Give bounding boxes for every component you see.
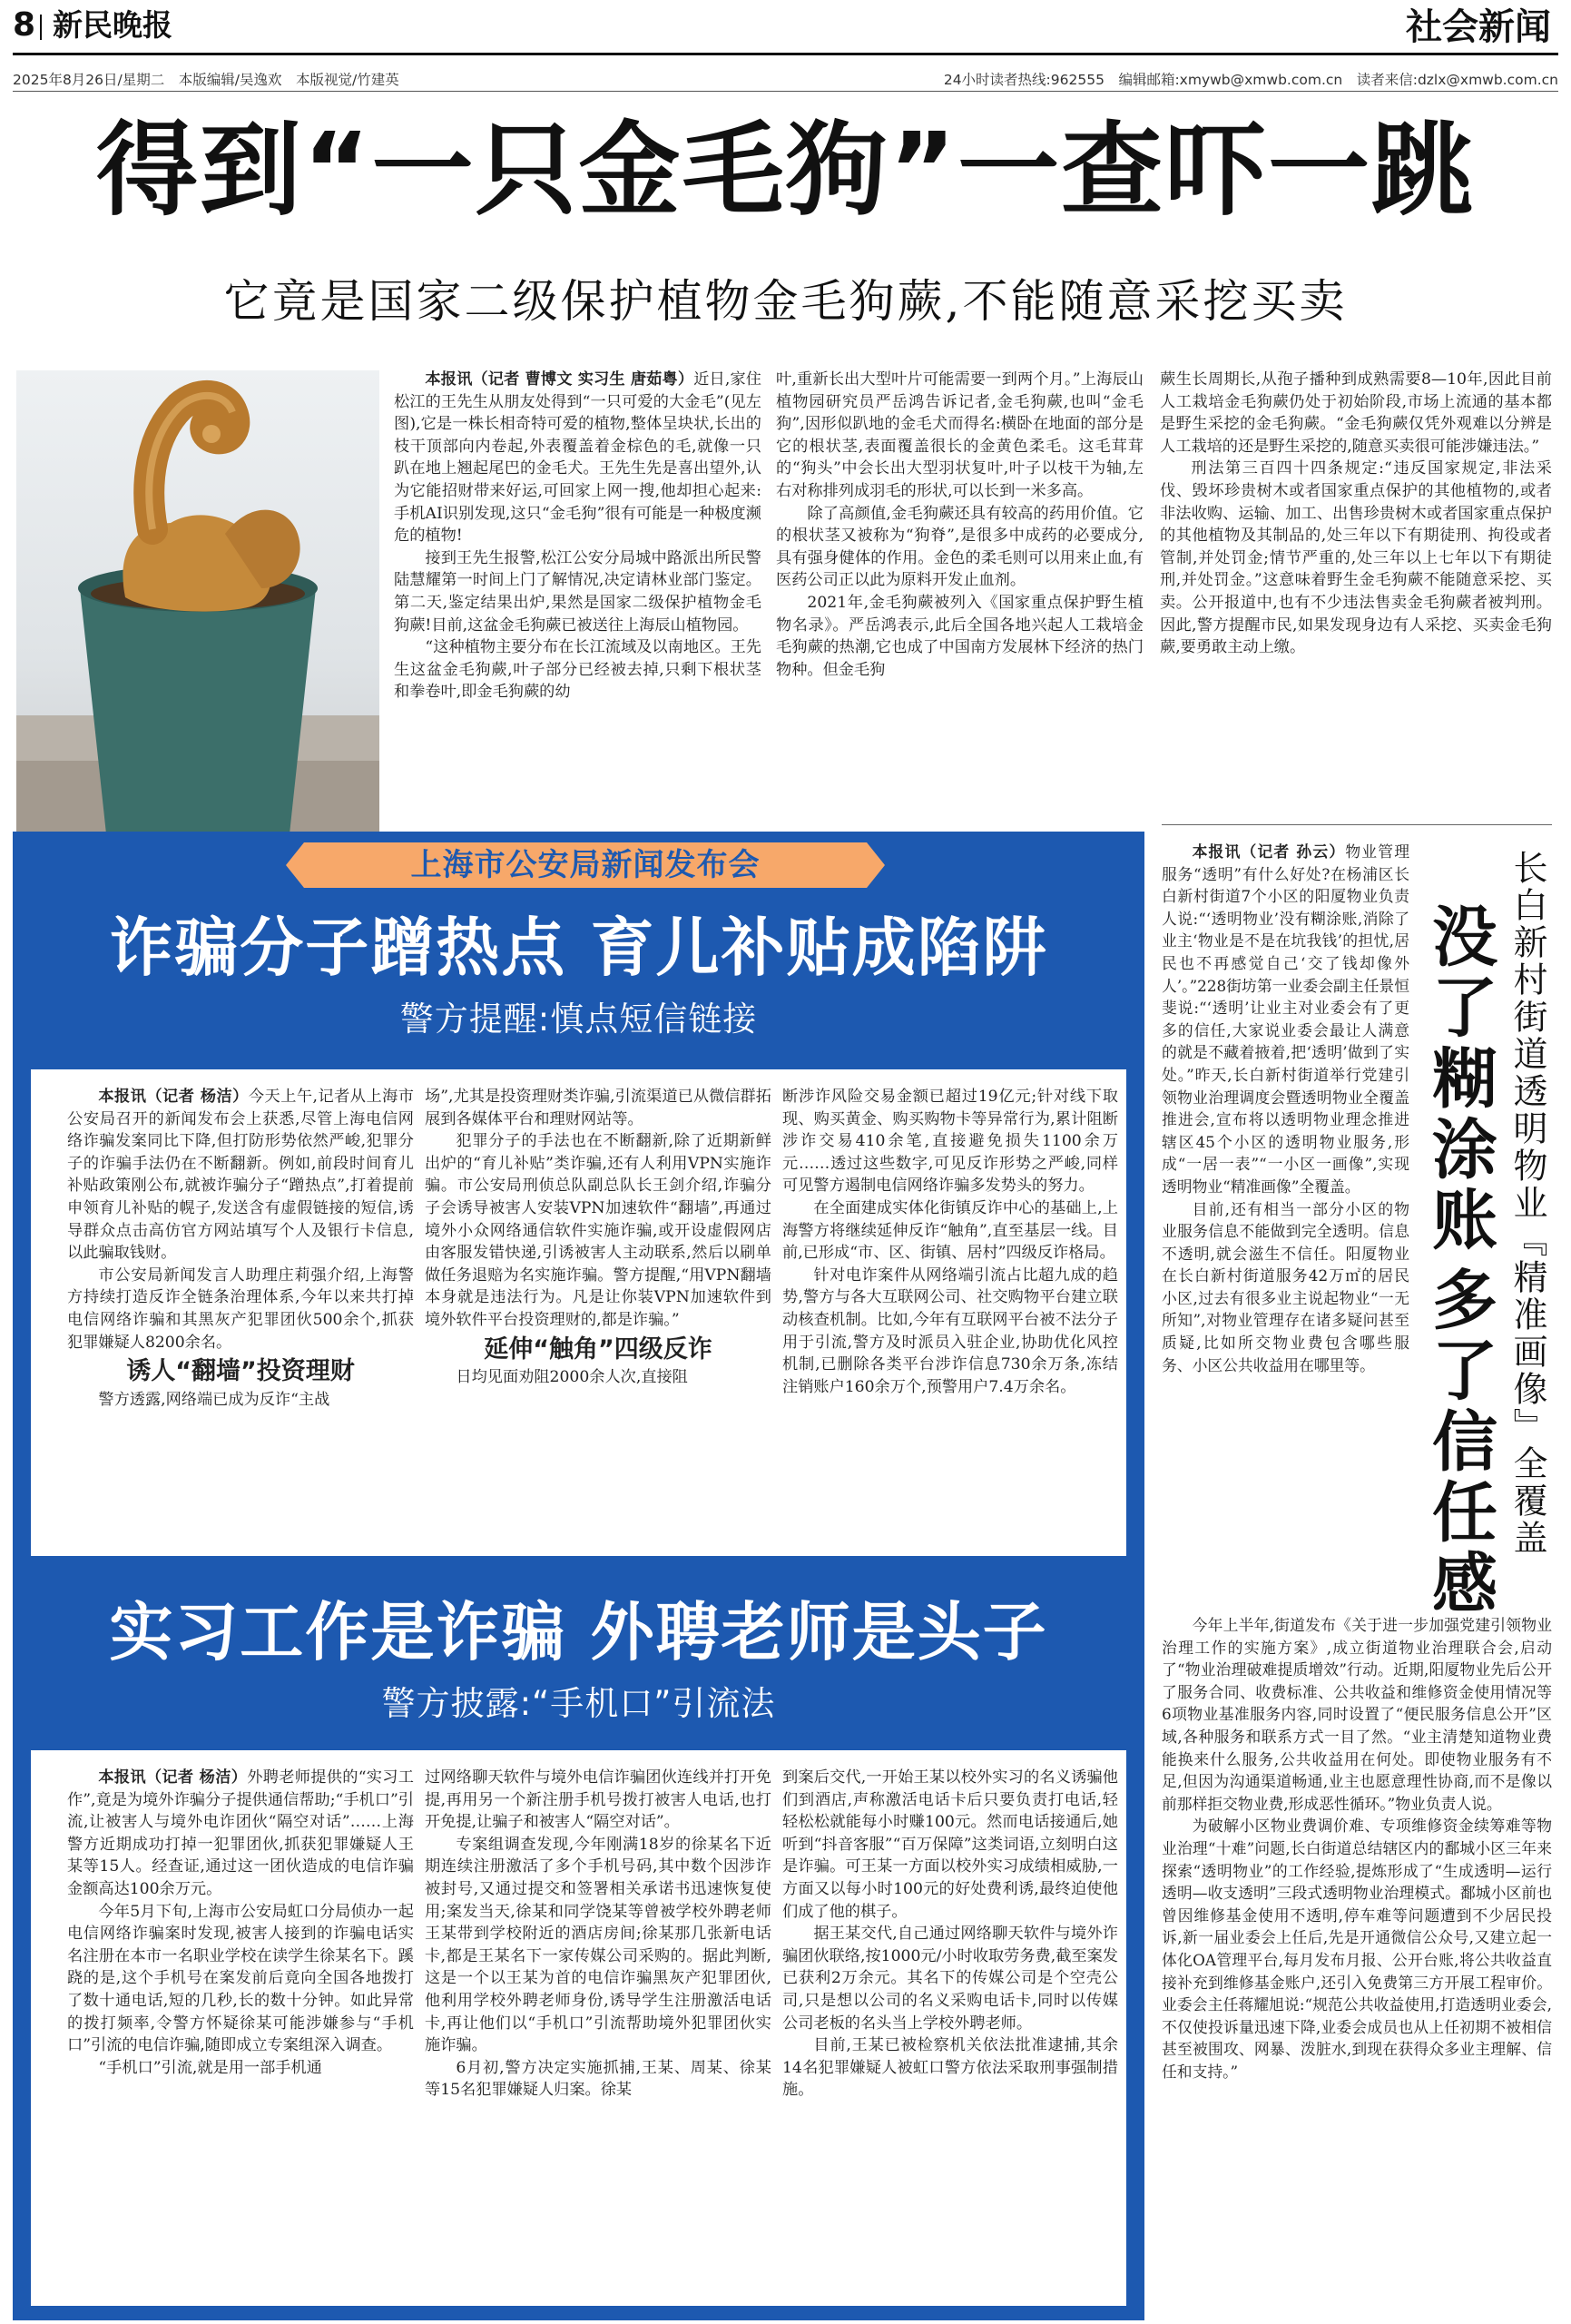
story1-subheadline: 它竟是国家二级保护植物金毛狗蕨,不能随意采挖买卖 bbox=[223, 275, 1348, 328]
paragraph: 为破解小区物业费调价难、专项维修资金续筹难等物业治理“十难”问题,长白街道总结辖区内的鄱城小区三年来探索“透明物业”的工作经验,提炼形成了“生成透明—运行透明—收支透明”三段式透明物业治理模式。鄱城小区前也曾因维修基金使用不透明,停车难等问题遭到不少居民投诉,新一届业委会上任后,先是开通微信公众号,又建立起一体化OA管理平台,每月发布月报、公开台账,将公共收益直接补充到维修基金账户,还引入免费第三方开展工程审价。业委会主任蒋耀旭说:“规范公共收益使用,打造透明业委会,不仅使投诉量迅速下降,业委会成员也从上任初期不被相信甚至被围攻、网暴、泼脏水,到现在获得众多业主理解、信任和支持。” bbox=[1162, 1817, 1552, 2081]
date-rule bbox=[13, 91, 1558, 92]
fraud-subhead-1: 警方提醒:慎点短信链接 bbox=[399, 1000, 758, 1039]
paragraph: 到案后交代,一开始王某以校外实习的名义诱骗他们到酒店,声称激活电话卡后只要负责打电话,轻轻松松就能每小时赚100元。然而电话接通后,她听到“抖音客服”“百万保障”这类词语,立刻明白这是诈骗。可王某一方面以校外实习成绩相威胁,一方面又以每小时100元的好处费利诱,最终迫使他们成了他的棋子。 bbox=[782, 1768, 1118, 1921]
paragraph: 针对电诈案件从网络端引流占比超九成的趋势,警方与各大互联网公司、社交购物平台建立联动核查机制。比如,今年有互联网平台被不法分子用于引流,警方及时派员入驻企业,协助优化风控机制,已删除各类平台涉诈信息730余万条,冻结注销账户160余万个,预警用户7.4万余名。 bbox=[782, 1265, 1118, 1396]
article1-column-2 bbox=[425, 1086, 771, 1553]
fraud-headline-2: 实习工作是诈骗 外聘老师是头子 bbox=[109, 1595, 1048, 1669]
paragraph: 本报讯（记者 孙云）物业管理服务“透明”有什么好处?在杨浦区长白新村街道7个小区的阳厦物业负责人说:“‘透明物业’没有糊涂账,消除了业主‘物业是不是在坑我钱’的担忧,居民也不再感觉自己‘交了钱却像外人’。”228街坊第一业委会副主任景恒斐说:“‘透明’让业主对业委会有了更多的信任,大家说业委会最让人满意的就是不藏着掖着,把‘透明’做到了实处。”昨天,长白新村街道举行党建引领物业治理调度会暨透明物业全覆盖推进会,宣布将以透明物业理念推进辖区45个小区的透明物业服务,形成“一居一表”“一小区一画像”,实现透明物业“精准画像”全覆盖。 bbox=[1162, 842, 1409, 1196]
masthead-divider bbox=[40, 15, 42, 40]
article1-subhead-1: 诱人“翻墙”投资理财 bbox=[126, 1357, 355, 1386]
article1-subhead-2: 延伸“触角”四级反诈 bbox=[484, 1334, 712, 1364]
article1-column-3 bbox=[782, 1086, 1118, 1553]
paragraph: 过网络聊天软件与境外电信诈骗团伙连线并打开免提,再用另一个新注册手机号拨打被害人电话,也打开免提,让骗子和被害人“隔空对话”。 bbox=[425, 1768, 771, 1832]
paragraph: 目前,王某已被检察机关依法批准逮捕,其余14名犯罪嫌疑人被虹口警方依法采取刑事强制措施。 bbox=[782, 2036, 1118, 2100]
paragraph: 目前,还有相当一部分小区的物业服务信息不能做到完全透明。信息不透明,就会滋生不信任。阳厦物业在长白新村街道服务42万㎡的居民小区,过去有很多业主说起物业“一无所知”,对物业管理存在诸多疑问甚至质疑,比如所交物业费包含哪些服务、小区公共收益用在哪里等。 bbox=[1162, 1199, 1409, 1374]
paragraph: 本报讯（记者 曹博文 实习生 唐茹粤）近日,家住松江的王先生从朋友处得到“一只可爱的大金毛”(见左图),它是一株长相奇特可爱的植物,整体呈块状,长出的枝干顶部向内卷起,外表覆盖着金棕色的毛,就像一只趴在地上翘起尾巴的金毛犬。王先生先是喜出望外,认为它能招财带来好运,可回家上网一搜,他却担心起来:手机AI识别发现,这只“金毛狗”很有可能是一种极度濒危的植物! bbox=[394, 370, 761, 546]
story1-column-1 bbox=[394, 369, 761, 850]
article1-column-1 bbox=[67, 1086, 414, 1553]
story3-wide-column bbox=[1162, 1614, 1552, 2319]
paragraph: 今年5月下旬,上海市公安局虹口分局侦办一起电信网络诈骗案时发现,被害人接到的诈骗电话实名注册在本市一名职业学校在读学生徐某名下。蹊跷的是,这个手机号在案发前后竟向全国各地拨打了数十通电话,短的几秒,长的数十分钟。如此异常的拨打频率,令警方怀疑徐某可能涉嫌参与“手机口”引流的电信诈骗,随即成立专案组深入调查。 bbox=[67, 1902, 414, 2055]
paragraph: 据王某交代,自己通过网络聊天软件与境外诈骗团伙联络,按1000元/小时收取劳务费,截至案发已获利2万余元。其名下的传媒公司是个空壳公司,只是想以公司的名义采购电话卡,同时以传媒公司老板的名头当上学校外聘老师。 bbox=[782, 1925, 1118, 2033]
paragraph: 除了高颜值,金毛狗蕨还具有较高的药用价值。它的根状茎又被称为“狗脊”,是很多中成药的必要成分,具有强身健体的作用。金色的柔毛则可以用来止血,有医药公司正以此为原料开发止血剂。 bbox=[776, 504, 1144, 590]
story3-vertical-headline-2: 多了信任感 bbox=[1421, 1265, 1497, 1620]
paragraph: 接到王先生报警,松江公安分局城中路派出所民警陆慧耀第一时间上门了解情况,决定请林业部门鉴定。第二天,鉴定结果出炉,果然是国家二级保护植物金毛狗蕨!目前,这盆金毛狗蕨已被送往上海辰山植物园。 bbox=[394, 548, 761, 635]
paragraph: 叶,重新长出大型叶片可能需要一到两个月。”上海辰山植物园研究员严岳鸿告诉记者,金毛狗蕨,也叫“金毛狗”,因形似趴地的金毛犬而得名:横卧在地面的部分是它的根状茎,表面覆盖很长的金黄色柔毛。这毛茸茸的“狗头”中会长出大型羽状复叶,叶子以枝干为轴,左右对称排列成羽毛的形状,可以长到一米多高。 bbox=[776, 370, 1144, 500]
press-conference-banner bbox=[286, 842, 885, 888]
paragraph: 刑法第三百四十四条规定:“违反国家规定,非法采伐、毁坏珍贵树木或者国家重点保护的其他植物的,或者非法收购、运输、加工、出售珍贵树木或者国家重点保护的其他植物及其制品的,处三年以下有期徒刑、拘役或者管制,并处罚金;情节严重的,处三年以上七年以下有期徒刑,并处罚金。”这意味着野生金毛狗蕨不能随意采挖、买卖。公开报道中,也有不少违法售卖金毛狗蕨者被判刑。因此,警方提醒市民,如果发现身边有人采挖、买卖金毛狗蕨,要勇敢主动上缴。 bbox=[1160, 459, 1552, 657]
paragraph: 蕨生长周期长,从孢子播种到成熟需要8—10年,因此目前人工栽培金毛狗蕨仍处于初始阶段,市场上流通的基本都是野生采挖的金毛狗蕨。“金毛狗蕨仅凭外观难以分辨是人工栽培的还是野生采挖的,随意买卖很可能涉嫌违法。” bbox=[1160, 370, 1552, 456]
paper-name: 新民晚报 bbox=[53, 7, 172, 43]
paragraph: 今年上半年,街道发布《关于进一步加强党建引领物业治理工作的实施方案》,成立街道物业治理联合会,启动了“物业治理破难提质增效”行动。近期,阳厦物业先后公开了服务合同、收费标准、公共收益和维修资金使用情况等6项物业基准服务内容,同时设置了“便民服务信息公开”区域,各种服务和联系方式一目了然。“业主清楚知道物业费能换来什么服务,公共收益用在何处。即使物业服务有不足,但因为沟通渠道畅通,业主也愿意理性协商,而不是像以前那样拒交物业费,形成恶性循环。”物业负责人说。 bbox=[1162, 1616, 1552, 1813]
paragraph: 市公安局新闻发言人助理庄莉强介绍,上海警方持续打造反诈全链条治理体系,今年以来共打掉电信网络诈骗和其黑灰产犯罪团伙500余个,抓获犯罪嫌疑人8200余名。 bbox=[67, 1265, 414, 1352]
fraud-subhead-2: 警方披露:“手机口”引流法 bbox=[381, 1684, 776, 1723]
story1-column-3 bbox=[1160, 369, 1552, 850]
byline: 本报讯（记者 曹博文 实习生 唐茹粤） bbox=[425, 370, 694, 389]
story3-narrow-column bbox=[1162, 841, 1409, 1614]
paragraph: 专案组调查发现,今年刚满18岁的徐某名下近期连续注册激活了多个手机号码,其中数个因涉诈被封号,又通过提交和签署相关承诺书迅速恢复使用;案发当天,徐某和同学饶某等曾被学校外聘老师王某带到学校附近的酒店房间;徐某那几张新电话卡,都是王某名下一家传媒公司采购的。据此判断,这是一个以王某为首的电信诈骗黑灰产犯罪团伙,他利用学校外聘老师身份,诱导学生注册激活电话卡,再让他们以“手机口”引流帮助境外犯罪团伙实施诈骗。 bbox=[425, 1835, 771, 2055]
article2-column-1 bbox=[67, 1767, 414, 2302]
article2-column-3 bbox=[782, 1767, 1118, 2302]
masthead-rule bbox=[13, 53, 1558, 55]
paragraph: 场”,尤其是投资理财类诈骗,引流渠道已从微信群拓展到各媒体平台和理财网站等。 bbox=[425, 1088, 771, 1128]
page-number: 8 bbox=[13, 6, 36, 44]
paragraph: “这种植物主要分布在长江流域及以南地区。王先生这盆金毛狗蕨,叶子部分已经被去掉,只剩下根状茎和拳卷叶,即金毛狗蕨的幼 bbox=[394, 638, 761, 702]
banner-text: 上海市公安局新闻发布会 bbox=[410, 847, 761, 883]
date-line: 2025年8月26日/星期二 本版编辑/吴逸欢 本版视觉/竹建英 bbox=[13, 72, 399, 88]
paragraph: 断涉诈风险交易金额已超过19亿元;针对线下取现、购买黄金、购买购物卡等异常行为,累计阻断涉诈交易410余笔,直接避免损失1100余万元……透过这些数字,可见反诈形势之严峻,同样可见警方遏制电信网络诈骗多发势头的努力。 bbox=[782, 1088, 1118, 1196]
byline: 本报讯（记者 孙云） bbox=[1192, 842, 1346, 861]
masthead bbox=[13, 5, 1558, 62]
golden-fern-photo bbox=[16, 370, 379, 850]
story3-vertical-kicker: 长白新村街道透明物业『精准画像』全覆盖 bbox=[1507, 850, 1547, 1557]
byline: 本报讯（记者 杨洁） bbox=[98, 1768, 248, 1787]
paragraph: 在全面建成实体化街镇反诈中心的基础上,上海警方将继续延伸反诈“触角”,直至基层一线。目前,已形成“市、区、街镇、居村”四级反诈格局。 bbox=[782, 1198, 1118, 1263]
paragraph: 本报讯（记者 杨洁）今天上午,记者从上海市公安局召开的新闻发布会上获悉,尽管上海电信网络诈骗发案同比下降,但打防形势依然严峻,犯罪分子的诈骗手法仍在不断翻新。例如,前段时间育儿补贴政策刚公布,就被诈骗分子“蹭热点”,打着提前申领育儿补贴的幌子,发送含有虚假链接的短信,诱导群众点击高仿官方网站填写个人及银行卡信息,以此骗取钱财。 bbox=[67, 1088, 414, 1263]
paragraph: 日均见面劝阻2000余人次,直接阻 bbox=[456, 1368, 688, 1387]
paragraph: 2021年,金毛狗蕨被列入《国家重点保护野生植物名录》。严岳鸿表示,此后全国各地兴起人工栽培金毛狗蕨的热潮,它也成了中国南方发展林下经济的热门物种。但金毛狗 bbox=[776, 593, 1144, 679]
paragraph: “手机口”引流,就是用一部手机通 bbox=[98, 2058, 322, 2077]
paragraph: 警方透露,网络端已成为反诈“主战 bbox=[98, 1390, 330, 1409]
story3-vertical-headline-1: 没了糊涂账 bbox=[1421, 902, 1497, 1256]
story3-top-rule bbox=[1162, 824, 1552, 825]
byline: 本报讯（记者 杨洁） bbox=[98, 1088, 249, 1106]
section-name: 社会新闻 bbox=[1406, 6, 1551, 48]
article2-column-2 bbox=[425, 1767, 771, 2302]
story1-headline: 得到“一只金毛狗”一查吓一跳 bbox=[95, 112, 1476, 230]
story1-column-2 bbox=[776, 369, 1144, 850]
paragraph: 本报讯（记者 杨洁）外聘老师提供的“实习工作”,竟是为境外诈骗分子提供通信帮助;“手机口”引流,让被害人与境外电诈团伙“隔空对话”……上海警方近期成功打掉一犯罪团伙,抓获犯罪嫌疑人王某等15人。经查证,通过这一团伙造成的电信诈骗金额高达100余万元。 bbox=[67, 1768, 414, 1898]
fraud-headline-1: 诈骗分子蹭热点 育儿补贴成陷阱 bbox=[109, 911, 1048, 985]
contact-line: 24小时读者热线:962555 编辑邮箱:xmywb@xmwb.com.cn 读者来信:dzlx@xmwb.com.cn bbox=[943, 72, 1558, 88]
paragraph: 犯罪分子的手法也在不断翻新,除了近期新鲜出炉的“育儿补贴”类诈骗,还有人利用VPN实施诈骗。市公安局刑侦总队副总队长王剑介绍,诈骗分子会诱导被害人安装VPN加速软件“翻墙”,再通过境外小众网络通信软件实施诈骗,或开设虚假网店由客服发错快递,引诱被害人主动联系,然后以刷单做任务退赔为名实施诈骗。警方提醒,“用VPN翻墙本身就是违法行为。凡是让你装VPN加速软件到境外软件平台投资理财的,都是诈骗。” bbox=[425, 1132, 771, 1329]
paragraph: 6月初,警方决定实施抓捕,王某、周某、徐某等15名犯罪嫌疑人归案。徐某 bbox=[425, 2058, 771, 2100]
